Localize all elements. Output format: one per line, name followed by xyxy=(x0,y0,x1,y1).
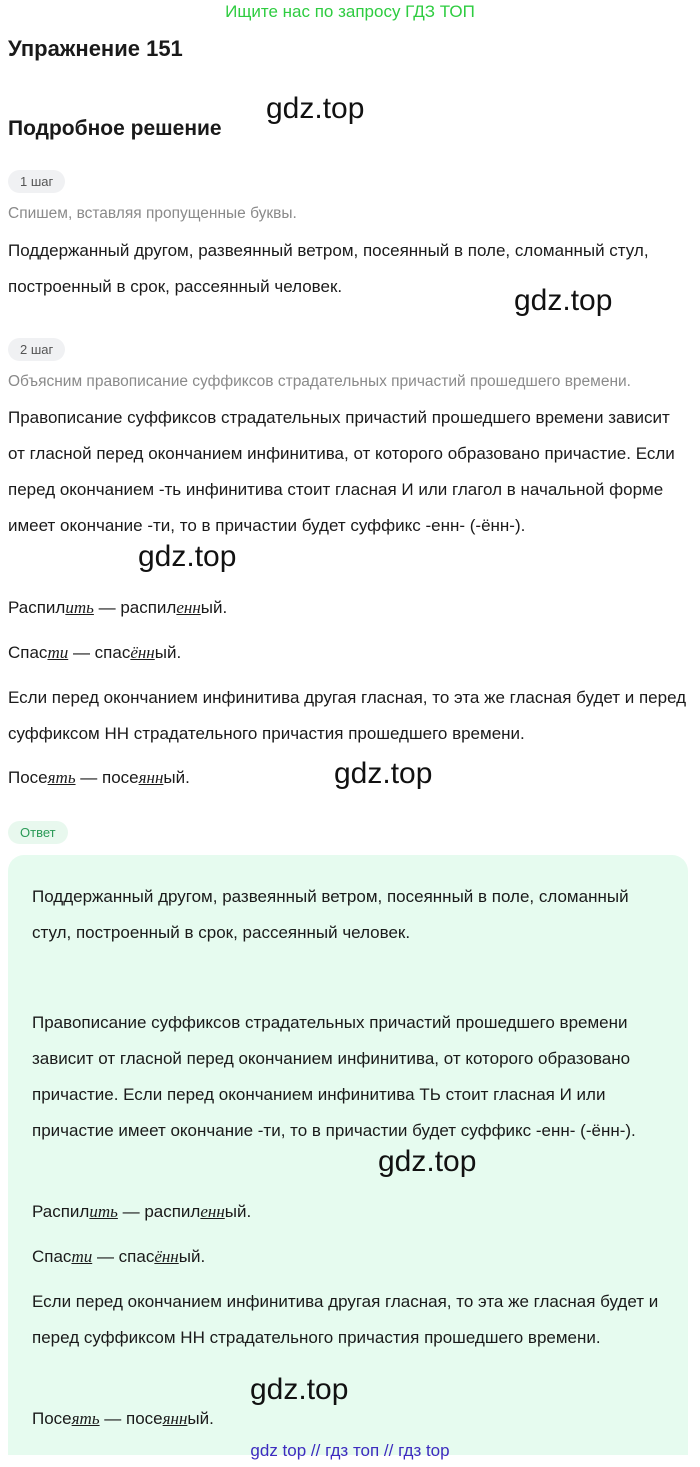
watermark: gdz.top xyxy=(334,757,433,790)
watermark: gdz.top xyxy=(514,284,613,317)
example-line: Посеять — посеянный. xyxy=(8,768,190,787)
answer-text-1: Поддержанный другом, развеянный ветром, посеянный в поле, сломанный стул, построенный в срок, рассеянный человек. xyxy=(32,887,629,942)
section-title: Подробное решение xyxy=(8,117,222,140)
example-line: Распилить — распиленный. xyxy=(8,598,228,617)
footer-links[interactable]: gdz top // гдз топ // гдз top xyxy=(250,1441,450,1460)
step-text-2: Правописание суффиксов страдательных причастий прошедшего времени зависит от гласной перед окончанием инфинитива, от которого образовано причастие. Если перед окончанием -ть инфинитива стоит гласная И или глагол в начальной форме имеет окончание -ти, то в причастии будет суффикс -енн- (-ённ-). xyxy=(8,408,675,535)
answer-text-2: Правописание суффиксов страдательных причастий прошедшего времени зависит от гласной перед окончанием инфинитива, от которого образовано причастие. Если перед окончанием инфинитива ТЬ стоит гласная И или причастие имеет окончание -ти, то в причастии будет суффикс -енн- (-ённ-). xyxy=(32,1013,636,1140)
page-title: Упражнение 151 xyxy=(8,36,183,61)
watermark: gdz.top xyxy=(138,540,237,573)
watermark: gdz.top xyxy=(250,1373,349,1406)
example-line: Посеять — посеянный. xyxy=(32,1409,214,1428)
example-line: Распилить — распиленный. xyxy=(32,1202,252,1221)
step-badge-label: 2 шаг xyxy=(8,338,65,361)
step-badge-2 xyxy=(8,338,65,361)
step-badge-1 xyxy=(8,170,65,193)
answer-badge-label: Ответ xyxy=(8,821,68,844)
step-note-1: Спишем, вставляя пропущенные буквы. xyxy=(8,205,297,222)
step-note-2: Объясним правописание суффиксов страдательных причастий прошедшего времени. xyxy=(8,373,631,390)
answer-badge xyxy=(8,821,68,844)
example-line: Спасти — спасённый. xyxy=(32,1247,206,1266)
example-line: Спасти — спасённый. xyxy=(8,643,182,662)
step-badge-label: 1 шаг xyxy=(8,170,65,193)
answer-text-3: Если перед окончанием инфинитива другая гласная, то эта же гласная будет и перед суффиксом НН страдательного причастия прошедшего времени. xyxy=(32,1292,659,1347)
watermark: gdz.top xyxy=(378,1145,477,1178)
top-banner[interactable]: Ищите нас по запросу ГДЗ ТОП xyxy=(225,2,475,21)
step-text-2b: Если перед окончанием инфинитива другая гласная, то эта же гласная будет и перед суффиксом НН страдательного причастия прошедшего времени. xyxy=(8,688,687,743)
watermark: gdz.top xyxy=(266,92,365,125)
step-text-1: Поддержанный другом, развеянный ветром, посеянный в поле, сломанный стул, построенный в срок, рассеянный человек. xyxy=(8,241,649,296)
